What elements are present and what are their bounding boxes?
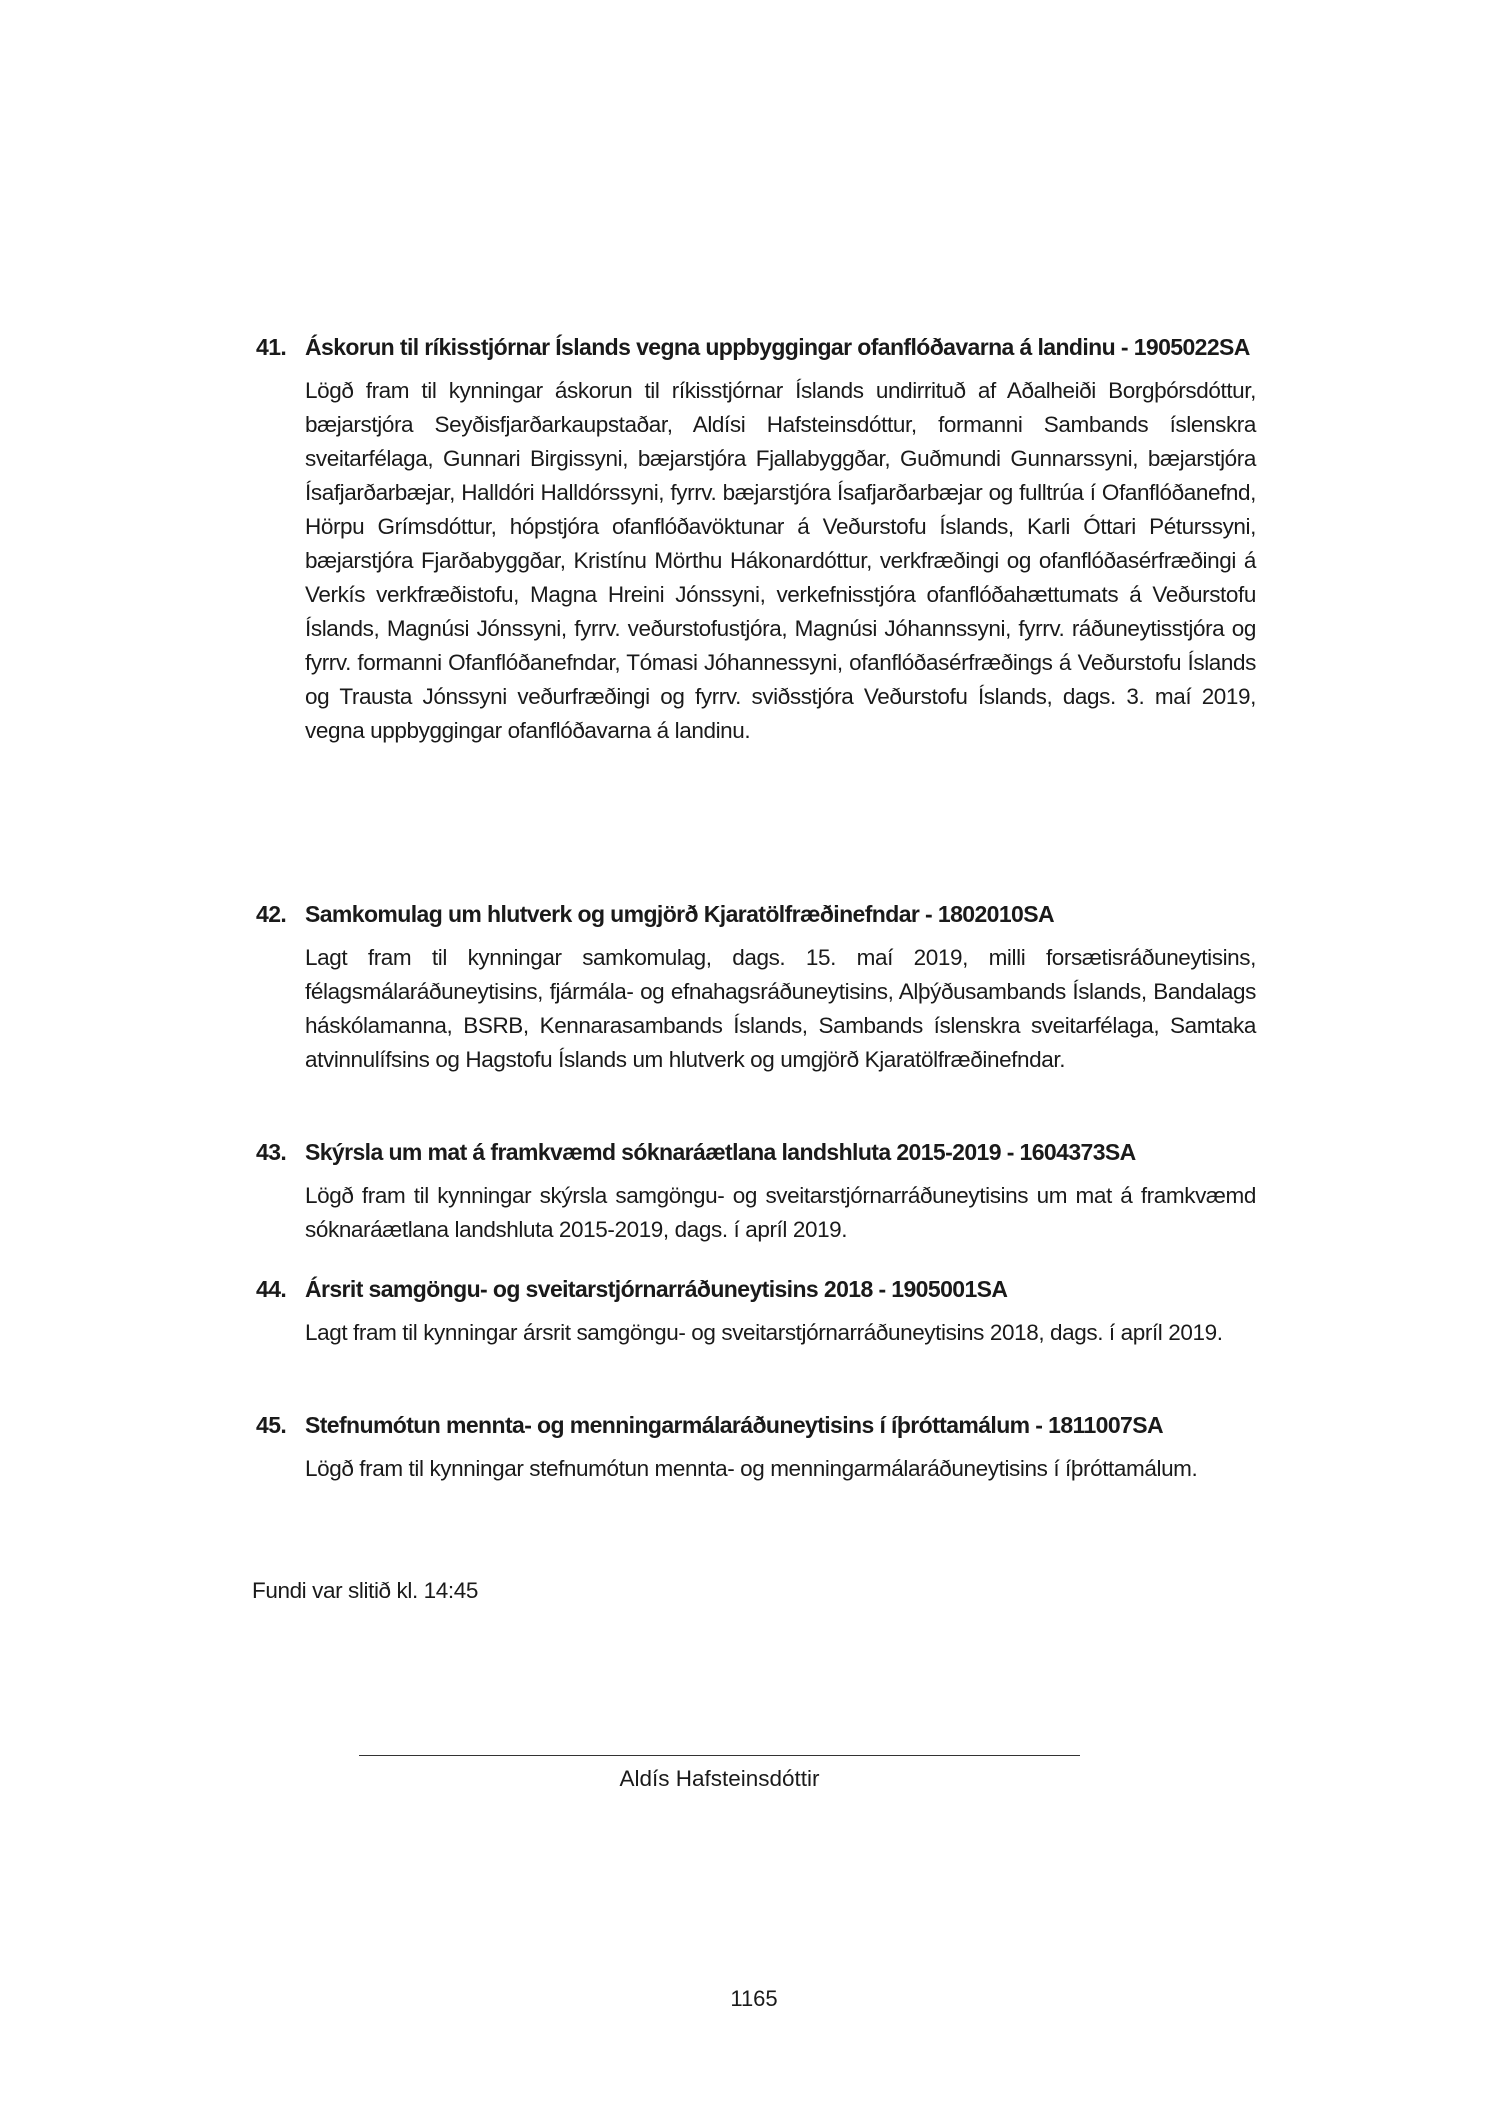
item-title: Skýrsla um mat á framkvæmd sóknaráætlana landshluta 2015-2019 - 1604373SA [305,1139,1136,1165]
item-body: Lagt fram til kynningar samkomulag, dags. 15. maí 2019, milli forsætisráðuneytisins, félagsmálaráðuneytisins, fjármála- og efnahagsráðuneytisins, Alþýðusambands Íslands, Bandalags háskólamanna, BSRB, Kennarasambands Íslands, Sambands íslenskra sveitarfélaga, Samtaka atvinnulífsins og Hagstofu Íslands um hlutverk og umgjörð Kjaratölfræðinefndar. [305,945,1256,1072]
item-title: Ársrit samgöngu- og sveitarstjórnarráðuneytisins 2018 - 1905001SA [305,1276,1008,1302]
signature-name: Aldís Hafsteinsdóttir [619,1766,820,1791]
agenda-item-43 [256,1135,1256,1247]
item-number: 43. [256,1139,287,1165]
item-number: 41. [256,334,287,360]
item-title: Samkomulag um hlutverk og umgjörð Kjaratölfræðinefndar - 1802010SA [305,901,1054,927]
item-title: Áskorun til ríkisstjórnar Íslands vegna uppbyggingar ofanflóðavarna á landinu - 1905022SA [305,334,1250,360]
item-number: 45. [256,1412,287,1438]
agenda-item-45 [256,1408,1256,1486]
item-body: Lögð fram til kynningar skýrsla samgöngu- og sveitarstjórnarráðuneytisins um mat á framkvæmd sóknaráætlana landshluta 2015-2019, dags. í apríl 2019. [305,1183,1256,1242]
signature-line [359,1755,1080,1756]
page-number: 1165 [730,1986,778,2011]
item-body: Lögð fram til kynningar áskorun til ríkisstjórnar Íslands undirrituð af Aðalheiði Borgþórsdóttur, bæjarstjóra Seyðisfjarðarkaupstaðar, Aldísi Hafsteinsdóttur, formanni Sambands íslenskra sveitarfélaga, Gunnari Birgissyni, bæjarstjóra Fjallabyggðar, Guðmundi Gunnarssyni, bæjarstjóra Ísafjarðarbæjar, Halldóri Halldórssyni, fyrrv. bæjarstjóra Ísafjarðarbæjar og fulltrúa í Ofanflóðanefnd, Hörpu Grímsdóttur, hópstjóra ofanflóðavöktunar á Veðurstofu Íslands, Karli Óttari Péturssyni, bæjarstjóra Fjarðabyggðar, Kristínu Mörthu Hákonardóttur, verkfræðingi og ofanflóðasérfræðingi á Verkís verkfræðistofu, Magna Hreini Jónssyni, verkefnisstjóra ofanflóðahættumats á Veðurstofu Íslands, Magnúsi Jónssyni, fyrrv. veðurstofustjóra, Magnúsi Jóhannssyni, fyrrv. ráðuneytisstjóra og fyrrv. formanni Ofanflóðanefndar, Tómasi Jóhannessyni, ofanflóðasérfræðings á Veðurstofu Íslands og Trausta Jónssyni veðurfræðingi og fyrrv. sviðsstjóra Veðurstofu Íslands, dags. 3. maí 2019, vegna uppbyggingar ofanflóðavarna á landinu. [305,378,1256,743]
agenda-item-41 [256,330,1256,748]
item-title: Stefnumótun mennta- og menningarmálaráðuneytisins í íþróttamálum - 1811007SA [305,1412,1163,1438]
closing-statement: Fundi var slitið kl. 14:45 [252,1578,478,1603]
agenda-item-42 [256,897,1256,1077]
item-body: Lögð fram til kynningar stefnumótun mennta- og menningarmálaráðuneytisins í íþróttamálum. [305,1456,1198,1481]
item-body: Lagt fram til kynningar ársrit samgöngu- og sveitarstjórnarráðuneytisins 2018, dags. í apríl 2019. [305,1320,1223,1345]
item-number: 44. [256,1276,287,1302]
agenda-item-44 [256,1272,1256,1350]
item-number: 42. [256,901,287,927]
